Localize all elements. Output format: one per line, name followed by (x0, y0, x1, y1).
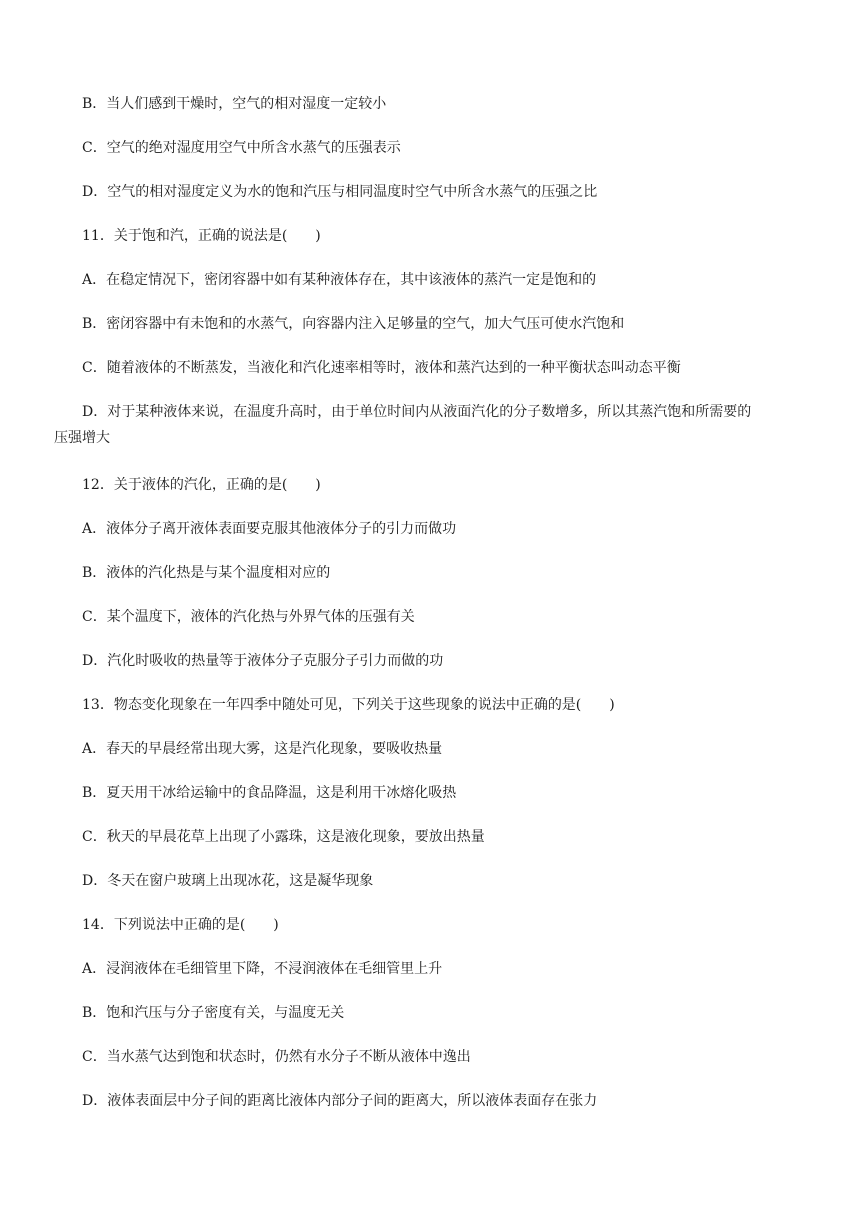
q13-option-d: D．冬天在窗户玻璃上出现冰花，这是凝华现象 (82, 873, 374, 889)
q14-option-a: A．浸润液体在毛细管里下降，不浸润液体在毛细管里上升 (82, 961, 443, 977)
q14-option-b: B．饱和汽压与分子密度有关，与温度无关 (82, 1005, 345, 1021)
q13-option-b: B．夏天用干冰给运输中的食品降温，这是利用干冰熔化吸热 (82, 785, 457, 801)
q12-option-b: B．液体的汽化热是与某个温度相对应的 (82, 565, 331, 581)
q11-option-c: C．随着液体的不断蒸发，当液化和汽化速率相等时，液体和蒸汽达到的一种平衡状态叫动态平衡 (82, 360, 681, 376)
q14-option-d: D．液体表面层中分子间的距离比液体内部分子间的距离大，所以液体表面存在张力 (82, 1093, 598, 1109)
q12-option-d: D．汽化时吸收的热量等于液体分子克服分子引力而做的功 (82, 653, 444, 669)
q10-option-c: C．空气的绝对湿度用空气中所含水蒸气的压强表示 (82, 140, 401, 156)
q14-option-c: C．当水蒸气达到饱和状态时，仍然有水分子不断从液体中逸出 (82, 1049, 471, 1065)
q14-stem: 14．下列说法中正确的是( ) (82, 917, 279, 933)
q10-option-d: D．空气的相对湿度定义为水的饱和汽压与相同温度时空气中所含水蒸气的压强之比 (82, 184, 598, 200)
q11-option-d: D．对于某种液体来说，在温度升高时，由于单位时间内从液面汽化的分子数增多，所以其蒸汽饱和所需要的 (82, 404, 752, 420)
q13-stem: 13．物态变化现象在一年四季中随处可见，下列关于这些现象的说法中正确的是( ) (82, 697, 615, 713)
q11-stem: 11．关于饱和汽，正确的说法是( ) (82, 228, 321, 244)
q10-option-b: B．当人们感到干燥时，空气的相对湿度一定较小 (82, 96, 387, 112)
q12-stem: 12．关于液体的汽化，正确的是( ) (82, 477, 321, 493)
q13-option-a: A．春天的早晨经常出现大雾，这是汽化现象，要吸收热量 (82, 741, 443, 757)
q11-option-a: A．在稳定情况下，密闭容器中如有某种液体存在，其中该液体的蒸汽一定是饱和的 (82, 272, 597, 288)
q12-option-c: C．某个温度下，液体的汽化热与外界气体的压强有关 (82, 609, 415, 625)
q11-option-b: B．密闭容器中有未饱和的水蒸气，向容器内注入足够量的空气，加大气压可使水汽饱和 (82, 316, 625, 332)
q13-option-c: C．秋天的早晨花草上出现了小露珠，这是液化现象，要放出热量 (82, 829, 485, 845)
q11-option-d-continuation: 压强增大 (54, 430, 110, 446)
q12-option-a: A．液体分子离开液体表面要克服其他液体分子的引力而做功 (82, 521, 457, 537)
